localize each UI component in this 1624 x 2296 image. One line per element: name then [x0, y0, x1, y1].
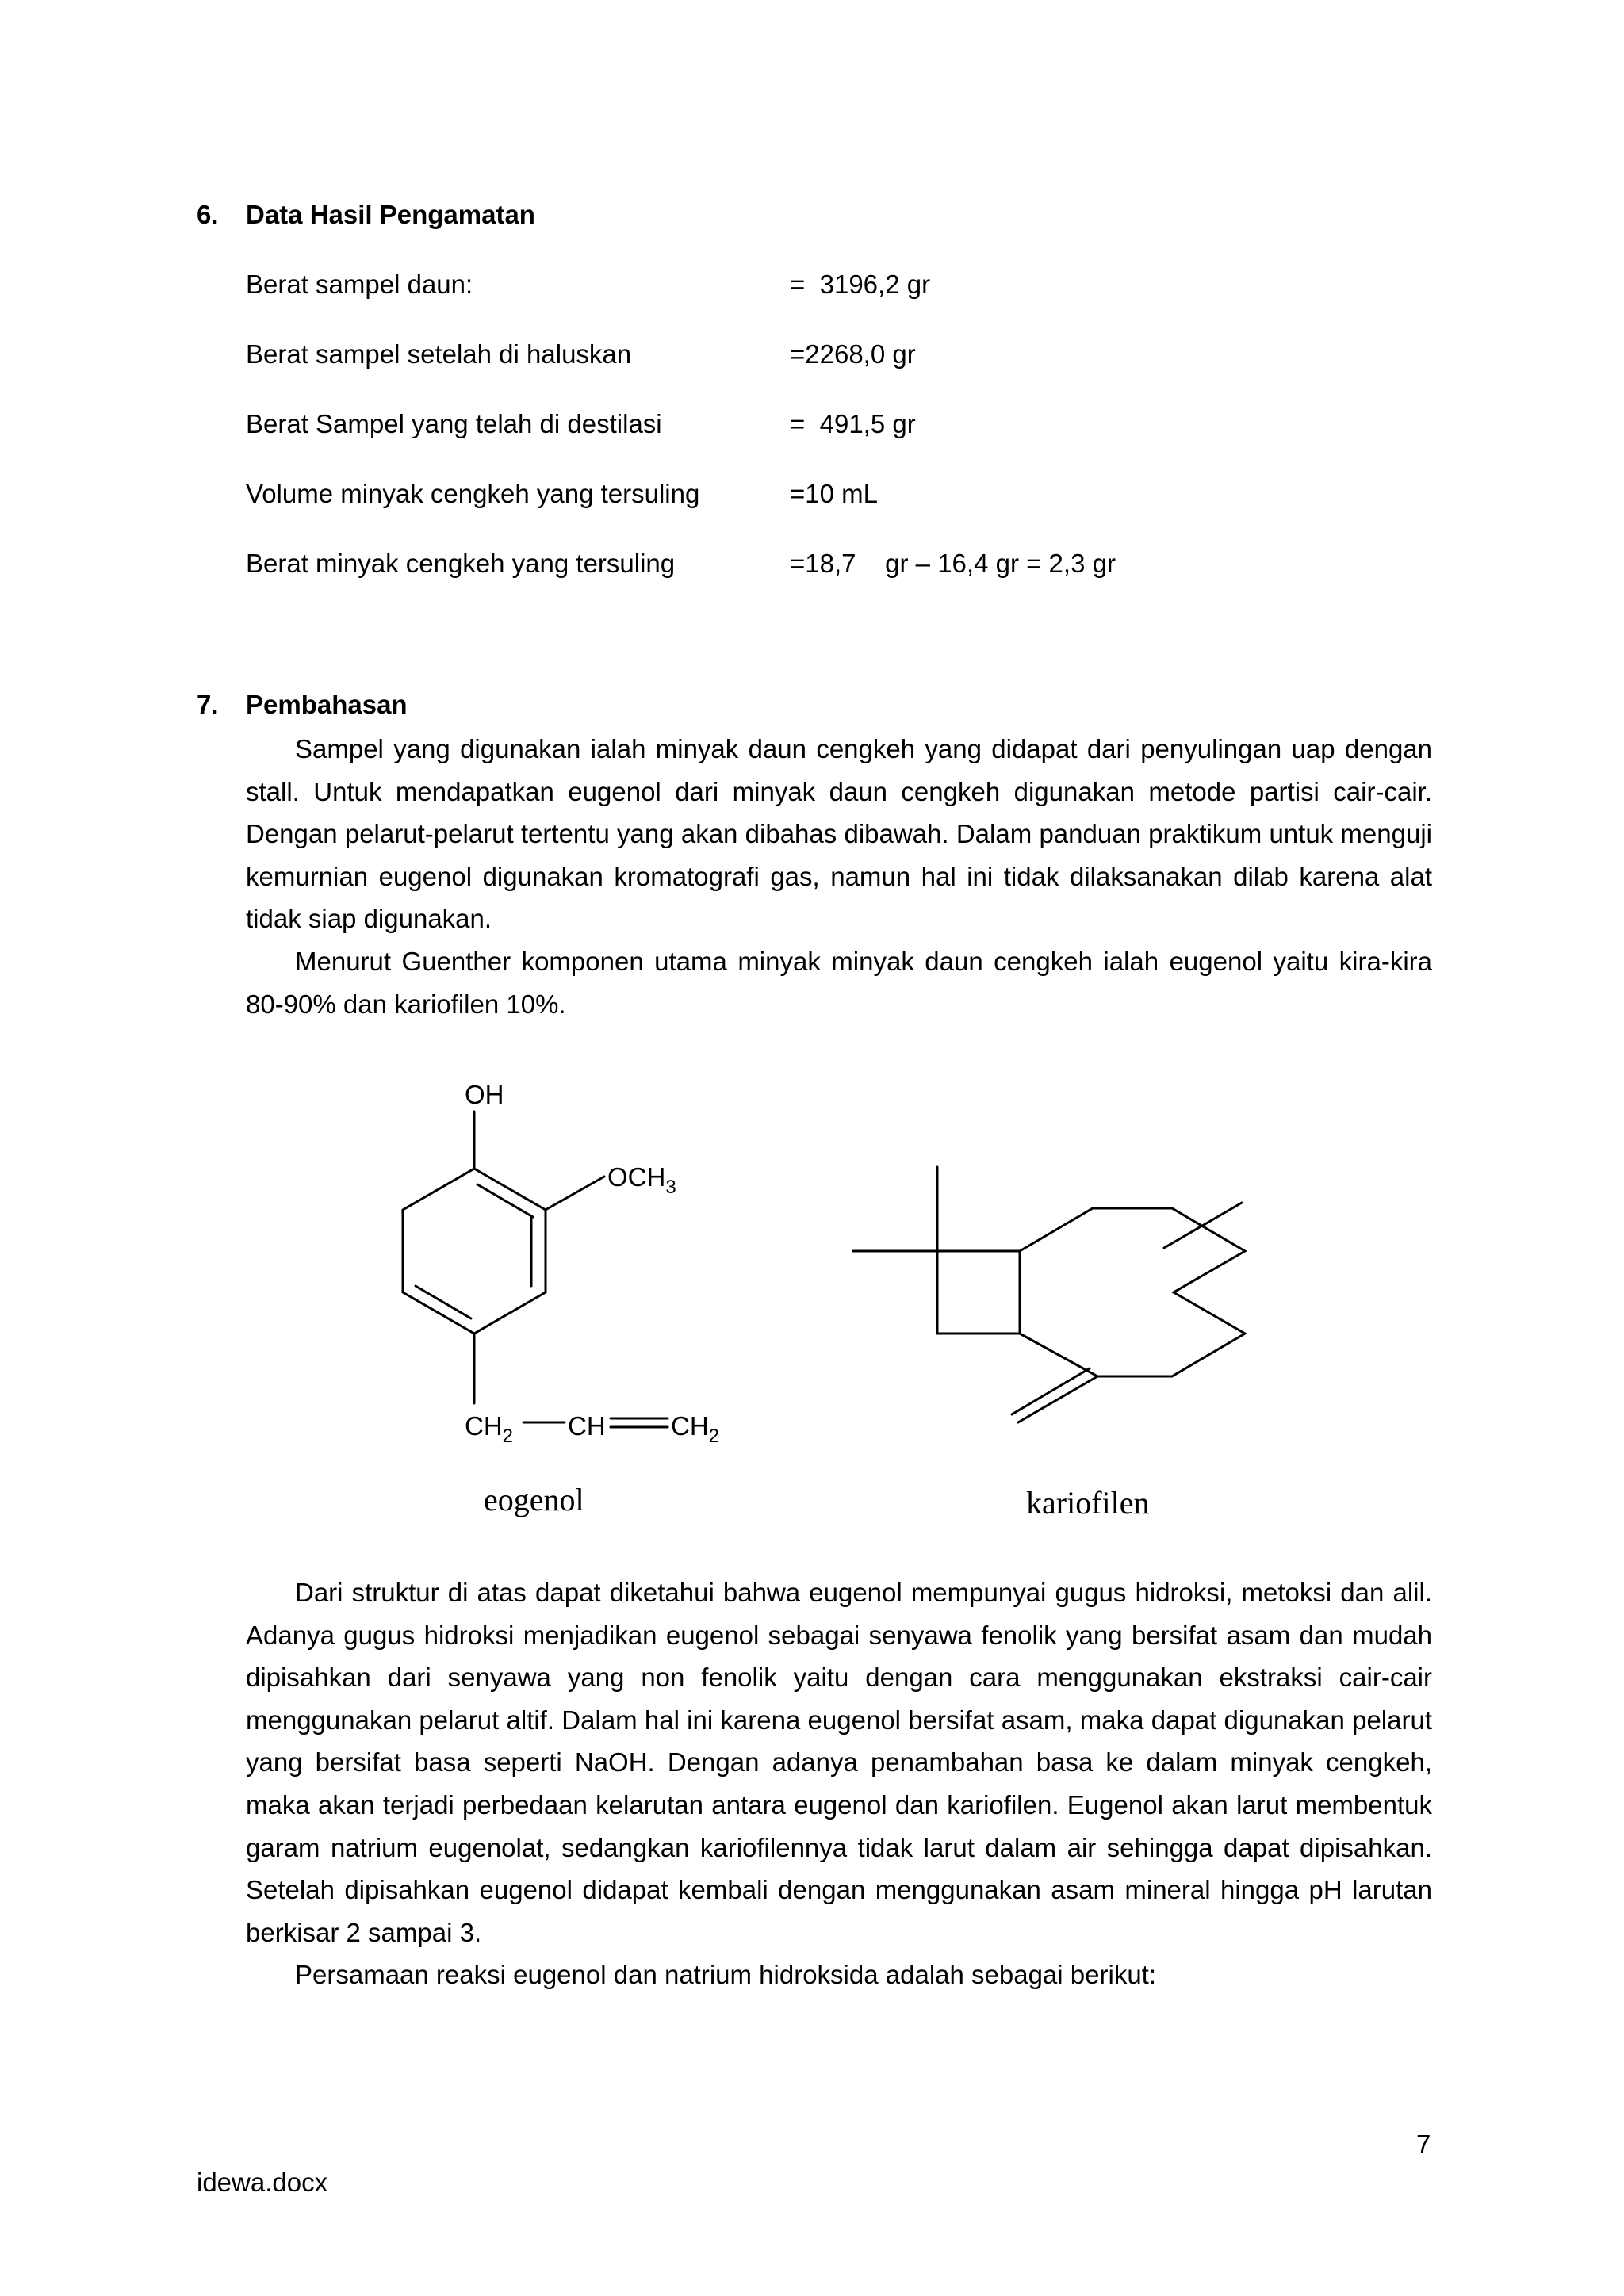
data-row-value: =10 mL	[790, 479, 878, 508]
paragraph-text: Dari struktur di atas dapat diketahui bahwa eugenol mempunyai gugus hidroksi, metoksi dan alil. Adanya gugus hidroksi menjadikan eugenol sebagai senyawa fenolik yang bersifat asam dan mudah dipisahkan dari senyawa yang non fenolik yaitu dengan cara menggunakan ekstraksi cair-cair menggunakan pelarut altif. Dalam hal ini karena eugenol bersifat asam, maka dapat digunakan pelarut yang bersifat basa seperti NaOH. Dengan adanya penambahan basa ke dalam minyak cengkeh, maka akan terjadi perbedaan kelarutan antara eugenol dan kariofilen. Eugenol akan larut membentuk garam natrium eugenolat, sedangkan kariofilennya tidak larut dalam air sehingga dapat dipisahkan. Setelah dipisahkan eugenol didapat kembali dengan menggunakan asam mineral hingga pH larutan berkisar 2 sampai 3.	[246, 1578, 1432, 1947]
data-row-value: = 491,5 gr	[790, 409, 916, 438]
paragraph-text: Menurut Guenther komponen utama minyak minyak daun cengkeh ialah eugenol yaitu kira-kira 80-90% dan kariofilen 10%.	[246, 947, 1432, 1019]
paragraph-text: Persamaan reaksi eugenol dan natrium hidroksida adalah sebagai berikut:	[295, 1960, 1157, 1989]
data-row-label: Berat Sampel yang telah di destilasi	[246, 409, 662, 438]
footer-filename: idewa.docx	[197, 2168, 328, 2197]
section-6-title: Data Hasil Pengamatan	[246, 200, 535, 229]
eugenol-ch-label: CH	[568, 1411, 606, 1441]
eugenol-och3-bond	[546, 1177, 604, 1210]
section-7-title: Pembahasan	[246, 690, 408, 719]
eugenol-ch2-right: $CH_2$	[671, 1411, 720, 1447]
section-7-number: 7.	[197, 690, 219, 719]
paragraph	[246, 1571, 1432, 1954]
data-row-value: = 3196,2 gr	[790, 270, 931, 299]
eugenol-ch2-left: $CH_2$	[465, 1411, 514, 1447]
kariofilen-skeleton	[853, 1167, 1245, 1422]
eugenol-och3-label: $OCH_3$	[607, 1162, 676, 1198]
data-row-label: Berat sampel setelah di haluskan	[246, 339, 632, 369]
paragraph-text: Sampel yang digunakan ialah minyak daun cengkeh yang didapat dari penyulingan uap dengan stall. Untuk mendapatkan eugenol dari minyak daun cengkeh digunakan metode partisi cair-cair. Dengan pelarut-pelarut tertentu yang akan dibahas dibawah. Dalam panduan praktikum untuk menguji kemurnian eugenol digunakan kromatografi gas, namun hal ini tidak dilaksanakan dilab karena alat tidak siap digunakan.	[246, 734, 1432, 934]
section-6-number: 6.	[197, 200, 219, 229]
paragraph	[246, 1954, 1432, 1996]
data-row-value: =18,7 gr – 16,4 gr = 2,3 gr	[790, 549, 1116, 578]
data-row-label: Berat sampel daun:	[246, 270, 473, 299]
data-row-value: =2268,0 gr	[790, 339, 916, 369]
data-row-label: Volume minyak cengkeh yang tersuling	[246, 479, 700, 508]
data-row-label: Berat minyak cengkeh yang tersuling	[246, 549, 676, 578]
page-number: 7	[1416, 2130, 1431, 2159]
eugenol-benzene-ring	[403, 1169, 546, 1334]
kariofilen-caption: kariofilen	[1026, 1485, 1150, 1521]
eugenol-caption: eogenol	[484, 1482, 584, 1517]
eugenol-oh-label: OH	[465, 1080, 504, 1109]
